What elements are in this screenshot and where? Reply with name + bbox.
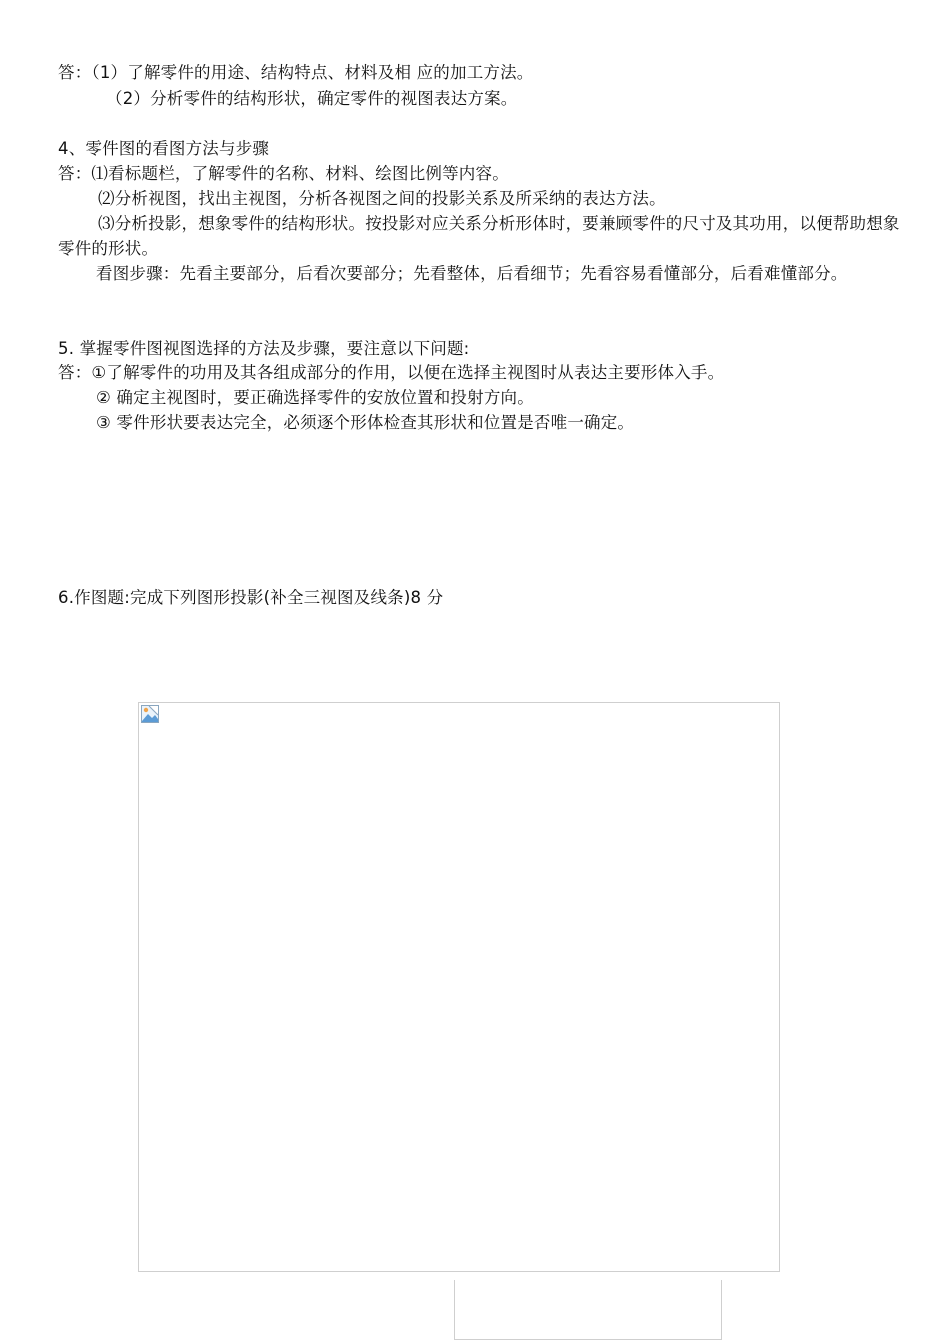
broken-image-icon <box>141 705 159 723</box>
s4-answer-2: ⑵分析视图，找出主视图，分析各视图之间的投影关系及所采纳的表达方法。 <box>98 189 666 208</box>
s5-answer-2: ② 确定主视图时，要正确选择零件的安放位置和投射方向。 <box>96 388 534 407</box>
s6-heading: 6.作图题:完成下列图形投影(补全三视图及线条)8 分 <box>58 588 444 607</box>
s4-steps: 看图步骤：先看主要部分，后看次要部分；先看整体，后看细节；先看容易看懂部分，后看难懂部分。 <box>96 264 848 283</box>
s4-answer-3: ⑶分析投影，想象零件的结构形状。按投影对应关系分析形体时，要兼顾零件的尺寸及其功用，以便帮助想象零件的形状。 <box>58 214 900 258</box>
s5-answer-1: 答：①了解零件的功用及其各组成部分的作用，以便在选择主视图时从表达主要形体入手。 <box>58 363 725 382</box>
s3-answer-1: 答：（1）了解零件的用途、结构特点、材料及相 应的加工方法。 <box>58 63 534 82</box>
s5-heading: 5. 掌握零件图视图选择的方法及步骤，要注意以下问题: <box>58 339 470 358</box>
s5-answer-3: ③ 零件形状要表达完全，必须逐个形体检查其形状和位置是否唯一确定。 <box>96 413 635 432</box>
s4-answer-1: 答：⑴看标题栏，了解零件的名称、材料、绘图比例等内容。 <box>58 164 509 183</box>
figure-placeholder <box>138 702 780 1272</box>
figure-placeholder-secondary <box>454 1280 722 1340</box>
s3-answer-2: （2）分析零件的结构形状，确定零件的视图表达方案。 <box>106 89 518 108</box>
s4-heading: 4、零件图的看图方法与步骤 <box>58 139 270 158</box>
